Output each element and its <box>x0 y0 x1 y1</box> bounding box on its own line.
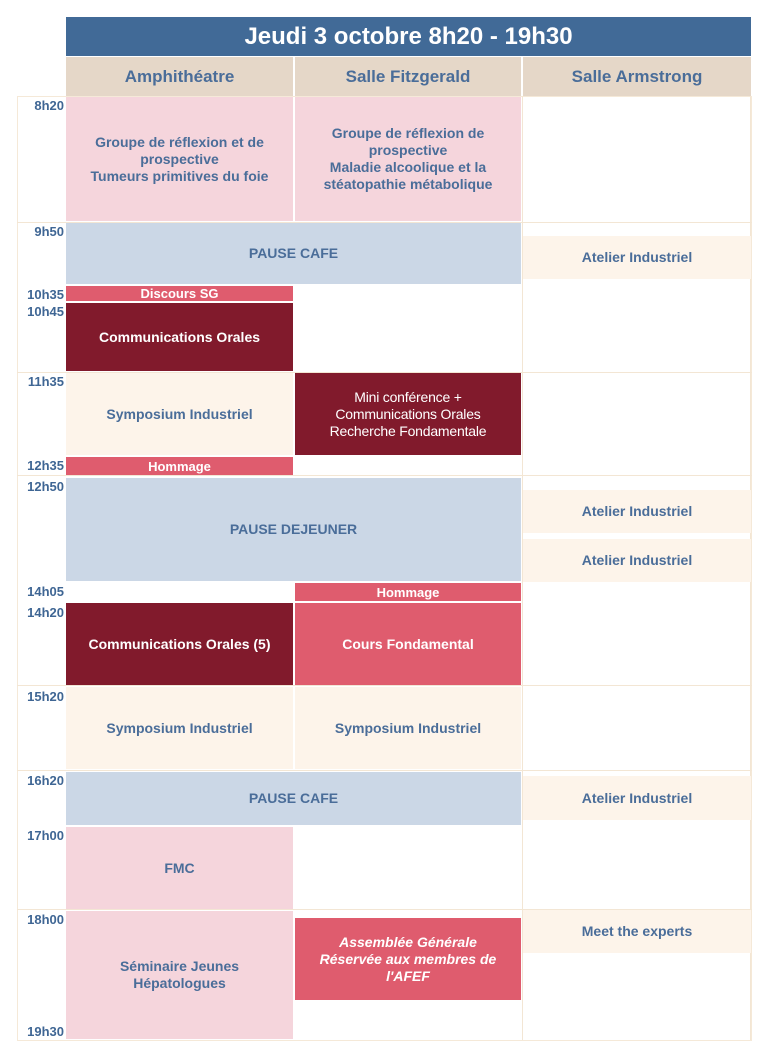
time-label: 14h05 <box>27 584 64 599</box>
time-label: 16h20 <box>27 773 64 788</box>
session-mini-conference[interactable] <box>295 373 521 455</box>
session-communications-orales-5[interactable]: Communications Orales (5) <box>66 603 293 685</box>
session-line: Mini conférence + <box>354 388 462 405</box>
session-fmc[interactable]: FMC <box>66 827 293 909</box>
session-pause-dejeuner[interactable]: PAUSE DEJEUNER <box>66 478 521 581</box>
session-amphi-groupe-reflexion[interactable] <box>66 97 293 221</box>
session-line: Tumeurs primitives du foie <box>90 167 269 184</box>
time-label: 8h20 <box>34 98 64 113</box>
room-header-amphitheatre: Amphithéatre <box>66 57 293 96</box>
grid-line <box>17 475 752 476</box>
time-label: 12h50 <box>27 479 64 494</box>
session-line: Maladie alcoolique et la <box>329 159 487 175</box>
grid-line <box>17 770 752 771</box>
session-line: Groupe de réflexion de <box>331 125 485 141</box>
session-line: Recherche Fondamentale <box>329 422 487 439</box>
session-line: Réservée aux membres de l'AFEF <box>319 950 497 984</box>
session-pause-cafe[interactable]: PAUSE CAFE <box>66 772 521 825</box>
time-label: 17h00 <box>27 828 64 843</box>
session-atelier-industriel[interactable]: Atelier Industriel <box>523 539 751 582</box>
time-label: 14h20 <box>27 605 64 620</box>
session-symposium-industriel[interactable]: Symposium Industriel <box>66 687 293 769</box>
session-symposium-industriel[interactable]: Symposium Industriel <box>66 373 293 455</box>
time-label: 9h50 <box>34 224 64 239</box>
time-label: 12h35 <box>27 458 64 473</box>
session-line: prospective <box>368 142 448 158</box>
time-label: 19h30 <box>27 1024 64 1039</box>
grid-line <box>17 685 752 686</box>
session-symposium-industriel[interactable]: Symposium Industriel <box>295 687 521 769</box>
time-label: 15h20 <box>27 689 64 704</box>
session-pause-cafe[interactable]: PAUSE CAFE <box>66 223 521 284</box>
session-atelier-industriel[interactable]: Atelier Industriel <box>523 776 751 820</box>
session-discours-sg[interactable]: Discours SG <box>66 286 293 301</box>
session-line: prospective <box>140 150 219 167</box>
session-assemblee-generale[interactable] <box>295 918 521 1000</box>
time-label: 11h35 <box>27 374 64 389</box>
room-header-fitzgerald: Salle Fitzgerald <box>295 57 521 96</box>
session-line: Assemblée Générale <box>339 933 477 950</box>
session-communications-orales[interactable]: Communications Orales <box>66 303 293 371</box>
session-meet-the-experts[interactable]: Meet the experts <box>523 910 751 953</box>
session-hommage[interactable]: Hommage <box>295 583 521 601</box>
session-fitz-groupe-reflexion[interactable] <box>295 97 521 221</box>
session-atelier-industriel[interactable]: Atelier Industriel <box>523 236 751 279</box>
session-line: Communications Orales <box>335 405 481 422</box>
session-cours-fondamental[interactable]: Cours Fondamental <box>295 603 521 685</box>
session-line: stéatopathie métabolique <box>323 176 493 192</box>
room-header-armstrong: Salle Armstrong <box>523 57 751 96</box>
session-hommage[interactable]: Hommage <box>66 457 293 475</box>
session-atelier-industriel[interactable]: Atelier Industriel <box>523 490 751 533</box>
session-seminaire-jeunes-hepatologues[interactable]: Séminaire Jeunes Hépatologues <box>66 911 293 1039</box>
time-label: 18h00 <box>27 912 64 927</box>
page-title: Jeudi 3 octobre 8h20 - 19h30 <box>66 17 751 56</box>
time-label: 10h45 <box>27 304 64 319</box>
time-label: 10h35 <box>27 287 64 302</box>
session-line: Groupe de réflexion et de <box>95 133 264 150</box>
